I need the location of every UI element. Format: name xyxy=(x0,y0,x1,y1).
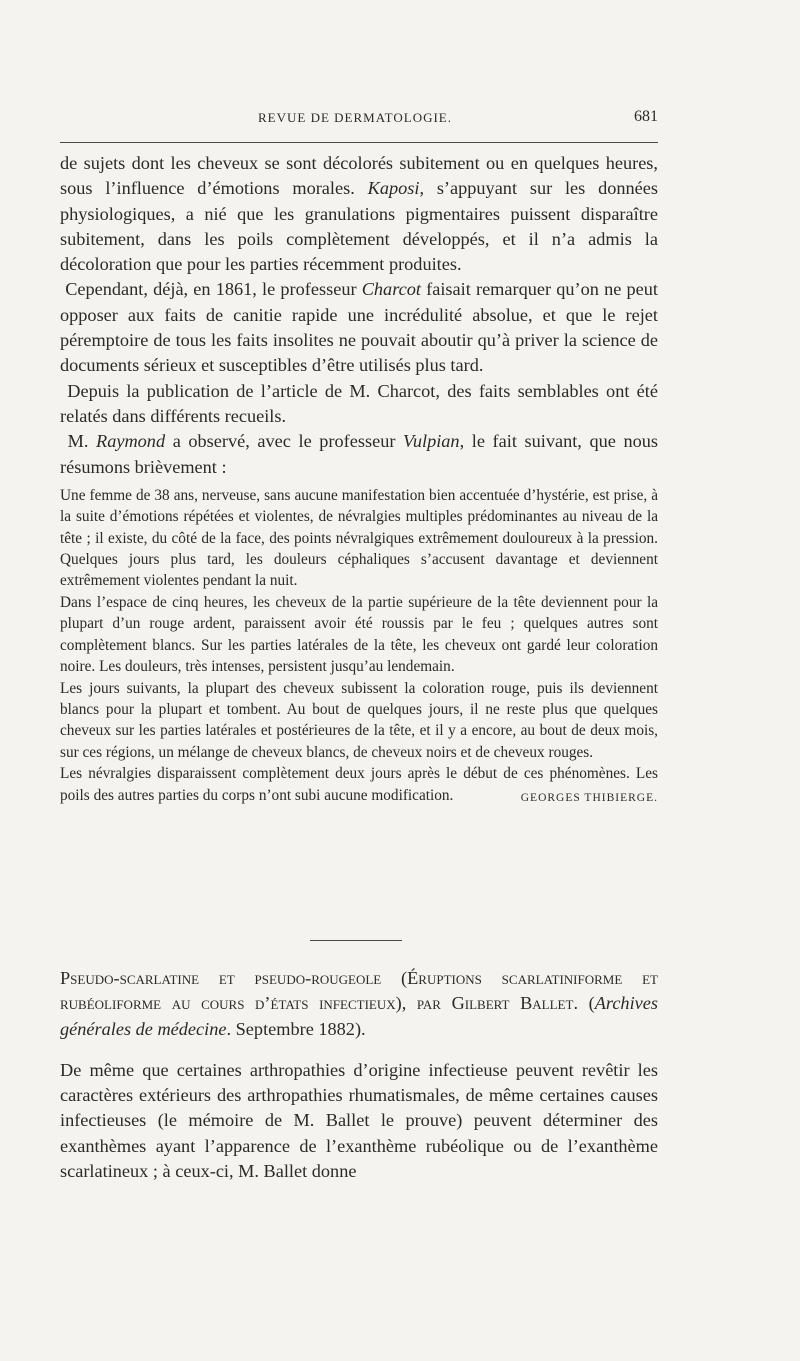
paragraph-2: Cependant, déjà, en 1861, le professeur Charcot faisait remarquer qu’on ne peut opposer aux faits de canitie rapide une incrédulité absolue, et que le rejet péremptoire de tous les faits insolites ne pouvait aboutir qu’à priver la science de documents sérieux et susceptibles d’être utilisés plus tard. xyxy=(60,279,658,376)
case-paragraph: Les névralgies disparaissent complètement deux jours après le début de ces phénomènes. Les poils des autres parties du corps n’ont subi aucune modification. GEORGES THIBIERGE. xyxy=(60,763,658,806)
article-body xyxy=(60,151,658,809)
paragraph-1: de sujets dont les cheveux se sont décolorés subitement ou en quelques heures, sous l’influence d’émotions morales. Kaposi, s’appuyant sur les données physiologiques, a nié que les granulations pigmentaires puissent disparaître subitement, dans les poils complètement développés, et il n’a admis la décoloration que pour les parties récemment produites. xyxy=(60,153,659,275)
case-report xyxy=(60,485,658,806)
section-divider xyxy=(310,940,402,941)
paragraph-3: Depuis la publication de l’article de M. Charcot, des faits semblables ont été relatés dans différents recueils. xyxy=(60,380,658,426)
review-paragraph: De même que certaines arthropathies d’origine infectieuse peuvent revêtir les caractères extérieurs des arthropathies rhumatismales, de même certaines causes infectieuses (le mémoire de M. Ballet le prouve) peuvent déterminer des exanthèmes ayant l’apparence de l’exanthème rubéolique ou de l’exanthème scarlatineux ; à ceux-ci, M. Ballet donne xyxy=(60,1059,658,1182)
reviewed-author: Gilbert Ballet xyxy=(451,993,574,1014)
page-number: 681 xyxy=(634,108,658,125)
case-paragraph: Les jours suivants, la plupart des cheveux subissent la coloration rouge, puis ils deviennent blancs pour la plupart et tombent. Au bout de quelques jours, il ne reste plus que quelques cheveux sur les parties latérales et postérieures de la tête, et il y a encore, au bout de deux mois, sur ces régions, un mélange de cheveux blancs, de cheveux noirs et de cheveux rouges. xyxy=(60,679,658,761)
paragraph-4: M. Raymond a observé, avec le professeur Vulpian, le fait suivant, que nous résumons brièvement : xyxy=(60,431,659,477)
person-name: Kaposi xyxy=(367,178,420,199)
review-section xyxy=(60,966,658,1184)
author-signature: GEORGES THIBIERGE. xyxy=(520,791,658,804)
journal-name: Archives générales de médecine xyxy=(60,993,658,1039)
person-name: Vulpian xyxy=(403,431,460,452)
header-rule xyxy=(60,142,658,143)
person-name: Raymond xyxy=(96,431,166,452)
case-paragraph: Une femme de 38 ans, nerveuse, sans aucune manifestation bien accentuée d’hystérie, est prise, à la suite d’émotions répétées et violentes, de névralgies multiples prédominantes au niveau de la tête ; il existe, du côté de la face, des points névralgiques extrêmement douloureux à la pression. Quelques jours plus tard, les douleurs céphaliques s’accusent davantage et deviennent extrêmement violentes pendant la nuit. xyxy=(60,486,658,590)
person-name: Charcot xyxy=(361,279,421,300)
journal-title: REVUE DE DERMATOLOGIE. xyxy=(258,110,452,125)
review-heading: Pseudo-scarlatine et pseudo-rougeole (Éruptions scarlatiniforme et rubéoliforme au cours d’états infectieux), par Gilbert Ballet. (Archives générales de médecine. Septembre 1882). xyxy=(60,968,658,1039)
running-header xyxy=(60,110,658,130)
case-paragraph: Dans l’espace de cinq heures, les cheveux de la partie supérieure de la tête deviennent pour la plupart d’un rouge ardent, paraissent avoir été roussis par le feu ; quelques autres sont complètement blancs. Sur les parties latérales de la tête, les cheveux ont gardé leur coloration noire. Les douleurs, très intenses, persistent jusqu’au lendemain. xyxy=(60,593,658,676)
